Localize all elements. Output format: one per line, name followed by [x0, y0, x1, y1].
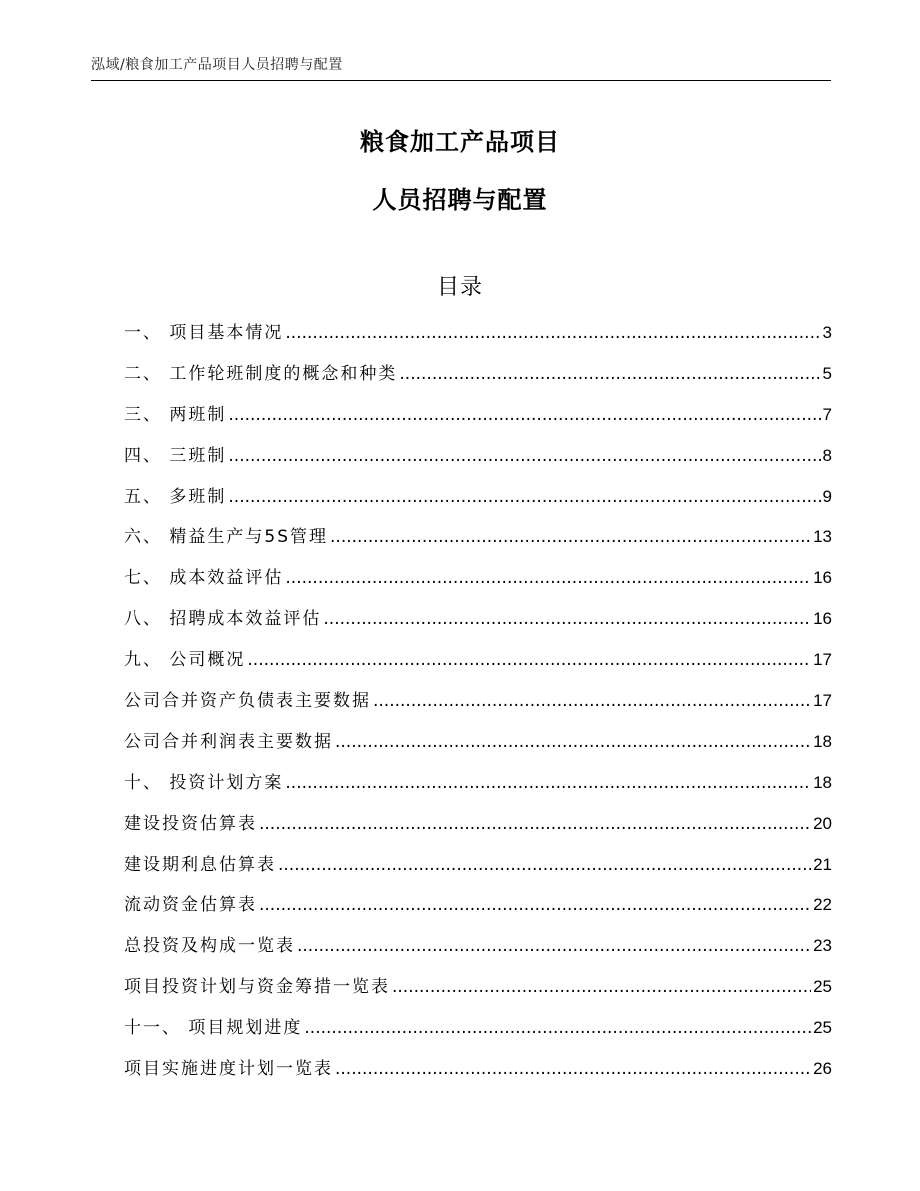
toc-dot-leader: [297, 936, 811, 956]
toc-dot-leader: [259, 814, 811, 834]
toc-entry-label: 建设投资估算表: [124, 813, 257, 834]
toc-entry-page-number: 7: [822, 404, 832, 424]
toc-entry-label: 一、 项目基本情况: [124, 323, 284, 343]
toc-dot-leader: [228, 446, 820, 466]
toc-entry-label: 八、 招聘成本效益评估: [124, 609, 322, 630]
toc-entry[interactable]: [124, 768, 832, 809]
toc-entry-page-number: 18: [813, 772, 832, 792]
toc-dot-leader: [373, 691, 811, 711]
toc-dot-leader: [259, 895, 811, 915]
toc-entry[interactable]: [124, 359, 832, 400]
toc-entry-label: 十、 投资计划方案: [124, 772, 284, 793]
toc-entry-page-number: 23: [813, 936, 832, 956]
toc-entry-page-number: 17: [813, 691, 832, 711]
toc-entry-page-number: 18: [813, 731, 832, 751]
toc-entry-page-number: 5: [822, 363, 832, 383]
toc-dot-leader: [278, 855, 811, 875]
toc-dot-leader: [304, 1018, 811, 1038]
toc-entry[interactable]: [124, 1054, 832, 1095]
toc-entry-page-number: 3: [822, 323, 832, 342]
toc-entry-page-number: 26: [813, 1059, 832, 1079]
toc-entry[interactable]: [124, 604, 832, 645]
toc-dot-leader: [330, 527, 811, 547]
toc-entry-page-number: 13: [813, 527, 832, 547]
document-title-line-2: 人员招聘与配置: [372, 186, 548, 214]
toc-entry-label: 公司合并资产负债表主要数据: [124, 691, 371, 712]
toc-dot-leader: [285, 773, 811, 793]
toc-entry[interactable]: [124, 850, 832, 891]
toc-entry-page-number: 21: [813, 854, 832, 874]
toc-entry-label: 流动资金估算表: [124, 895, 257, 916]
toc-dot-leader: [335, 1059, 811, 1079]
toc-dot-leader: [392, 977, 811, 997]
toc-entry-page-number: 8: [822, 445, 832, 465]
toc-entry-label: 十一、 项目规划进度: [124, 1018, 303, 1039]
toc-entry-page-number: 17: [813, 650, 832, 670]
toc-dot-leader: [247, 650, 811, 670]
toc-entry[interactable]: [124, 318, 832, 359]
toc-dot-leader: [228, 405, 820, 425]
toc-heading: 目录: [436, 275, 483, 300]
toc-entry[interactable]: [124, 400, 832, 441]
toc-entry-label: 二、 工作轮班制度的概念和种类: [124, 363, 398, 384]
toc-entry-page-number: 16: [813, 568, 832, 588]
toc-entry-label: 七、 成本效益评估: [124, 568, 284, 589]
toc-dot-leader: [285, 568, 811, 588]
toc-dot-leader: [228, 487, 820, 507]
toc-entry-page-number: 25: [813, 977, 832, 997]
toc-entry-page-number: 25: [813, 1018, 832, 1038]
toc-entry[interactable]: [124, 972, 832, 1013]
toc-entry[interactable]: [124, 686, 832, 727]
toc-entry-label: 四、 三班制: [124, 445, 227, 466]
toc-entry-label: 项目实施进度计划一览表: [124, 1059, 333, 1080]
toc-dot-leader: [335, 732, 811, 752]
toc-entry-label: 建设期利息估算表: [124, 854, 276, 875]
running-header: 泓域/粮食加工产品项目人员招聘与配置: [91, 57, 343, 73]
toc-entry-page-number: 20: [813, 813, 832, 833]
toc-entry-label: 公司合并利润表主要数据: [124, 731, 333, 752]
toc-dot-leader: [399, 364, 820, 384]
toc-dot-leader: [285, 323, 820, 343]
toc-entry-label: 五、 多班制: [124, 486, 227, 507]
document-title-line-1: 粮食加工产品项目: [360, 128, 560, 156]
toc-entry-label: 总投资及构成一览表: [124, 936, 295, 957]
toc-entry-label: 三、 两班制: [124, 404, 227, 425]
toc-entry[interactable]: [124, 522, 832, 563]
toc-entry[interactable]: [124, 809, 832, 850]
toc-entry-label: 项目投资计划与资金筹措一览表: [124, 977, 390, 998]
toc-entry-page-number: 16: [813, 609, 832, 629]
toc-entry[interactable]: [124, 441, 832, 482]
toc-entry[interactable]: [124, 727, 832, 768]
toc-entry-label: 六、 精益生产与5S管理: [124, 527, 329, 548]
toc-entry[interactable]: [124, 645, 832, 686]
toc-entry-label: 九、 公司概况: [124, 650, 246, 671]
toc-entry[interactable]: [124, 482, 832, 523]
toc-entry-page-number: 22: [813, 895, 832, 915]
header-rule: [91, 80, 831, 81]
toc-entry-page-number: 9: [822, 486, 832, 506]
toc-dot-leader: [323, 609, 811, 629]
toc-entry[interactable]: [124, 563, 832, 604]
toc-entry[interactable]: [124, 1013, 832, 1054]
table-of-contents: [124, 318, 832, 1095]
toc-entry[interactable]: [124, 890, 832, 931]
toc-entry[interactable]: [124, 931, 832, 972]
